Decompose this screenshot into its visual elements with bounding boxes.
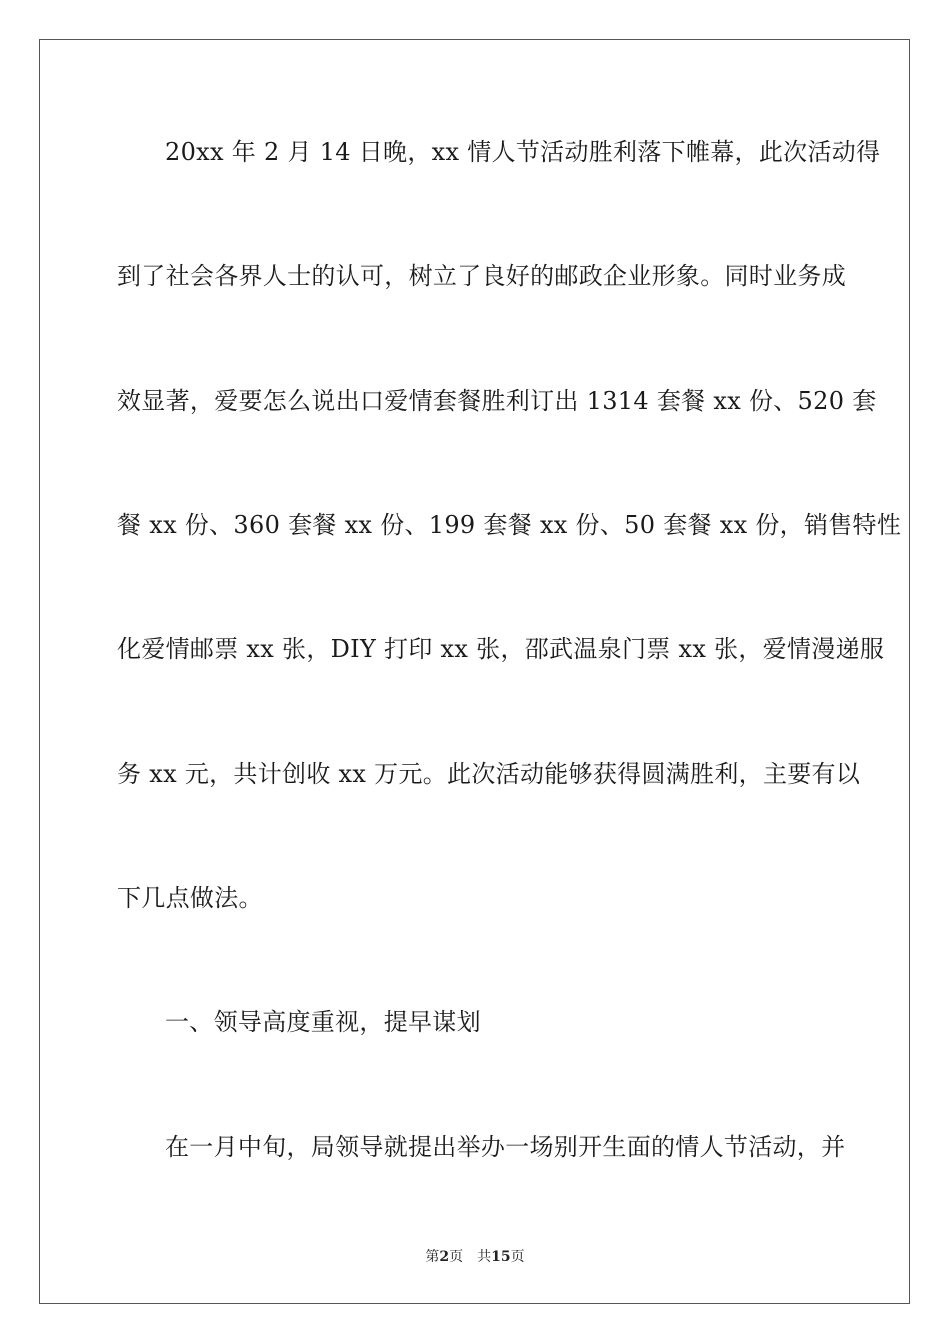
paragraph-2-line-1: 在一月中旬，局领导就提出举办一场别开生面的情人节活动，并 — [165, 1133, 846, 1161]
total-pages: 15 — [491, 1249, 511, 1265]
section-heading: 一、领导高度重视，提早谋划 — [165, 1008, 481, 1036]
page-border — [39, 39, 910, 1304]
paragraph-1-line-6: 务 xx 元，共计创收 xx 万元。此次活动能够获得圆满胜利，主要有以 — [117, 760, 861, 788]
total-suffix: 页 — [510, 1249, 525, 1265]
paragraph-1-line-4: 餐 xx 份、360 套餐 xx 份、199 套餐 xx 份、50 套餐 xx 份，销售特性 — [117, 511, 902, 539]
paragraph-1-line-2: 到了社会各界人士的认可，树立了良好的邮政企业形象。同时业务成 — [117, 262, 846, 290]
total-prefix: 共 — [477, 1249, 492, 1265]
paragraph-1-line-1: 20xx 年 2 月 14 日晚，xx 情人节活动胜利落下帷幕，此次活动得 — [165, 138, 881, 166]
paragraph-1-line-3: 效显著，爱要怎么说出口爱情套餐胜利订出 1314 套餐 xx 份、520 套 — [117, 387, 877, 415]
page-footer — [0, 1246, 950, 1266]
paragraph-1-line-7: 下几点做法。 — [117, 884, 263, 912]
page-prefix: 第 — [425, 1249, 440, 1265]
page-suffix: 页 — [449, 1249, 464, 1265]
paragraph-1-line-5: 化爱情邮票 xx 张，DIY 打印 xx 张，邵武温泉门票 xx 张，爱情漫递服 — [117, 635, 885, 663]
page-number: 2 — [439, 1249, 450, 1265]
